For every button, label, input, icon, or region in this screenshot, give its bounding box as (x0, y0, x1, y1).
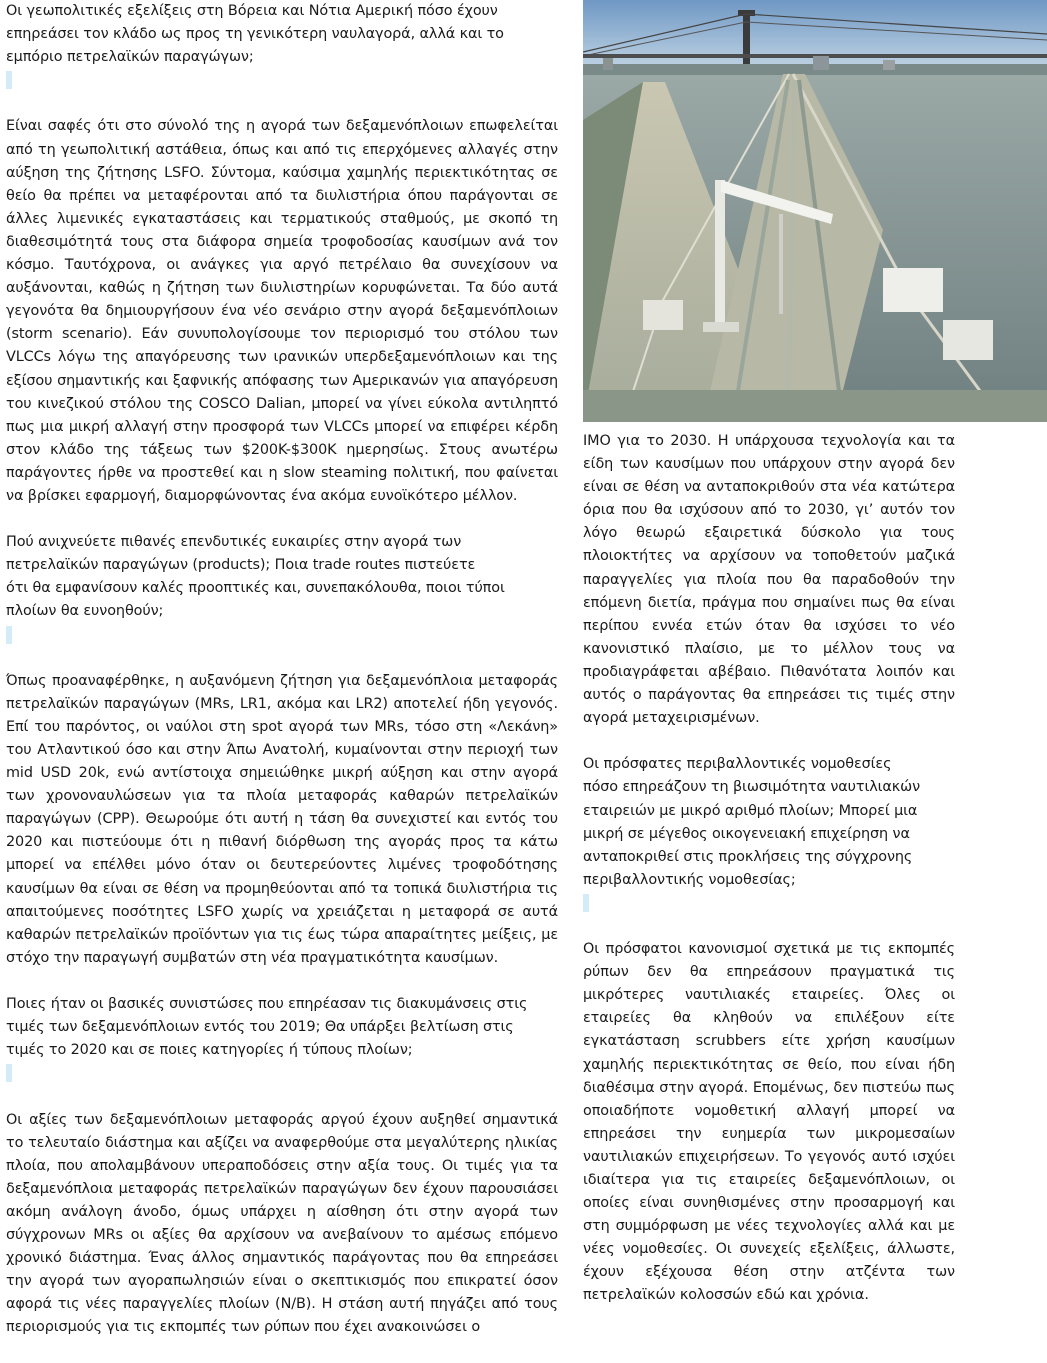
question-line: Ποιες ήταν οι βασικές συνιστώσες που επηρέασαν τις διακυμάνσεις στις (6, 996, 528, 1013)
question-line: πετρελαϊκών παραγώγων (products); Ποια trade routes πιστεύετε (6, 557, 476, 574)
question-1 (6, 0, 558, 92)
answer-2: Όπως προαναφέρθηκε, η αυξανόμενη ζήτηση για δεξαμενόπλοια μεταφοράς πετρελαϊκών παραγώγων (MRs, LR1, ακόμα και LR2) αποτελεί ήδη γεγονός. Επί του παρόντος, οι ναύλοι στη spot αγορά των MRs, τόσο στη «Λεκάνη» του Ατλαντικού όσο και στην Άπω Ανατολή, κυμαίνονται στην περιοχή των mid USD 20k, ενώ αντίστοιχα σημειώθηκε μικρή αύξηση και στην αγορά των χρονοναυλώσεων για τα πλοία μεταφοράς καθαρών πετρελαϊκών παραγώγων (CPP). Θεωρούμε ότι αυτή η τάση θα συνεχιστεί και εντός του 2020 και πιστεύουμε ότι η πιθανή διόρθωση της αγοράς προς τα κάτω μπορεί να επέλθει μόνο όταν οι δευτερεύοντες λιμένες τροφοδότησης καυσίμων θα είναι σε θέση να προμηθεύονται από τα τοπικά διυλιστήρια τις απαιτούμενες ποσότητες LSFO χωρίς να χρειάζεται η μεταφορά σε αυτά καθαρών πετρελαϊκών προϊόντων για τις έως τώρα απαραίτητες μείξεις, με στόχο την παραγωγή συμβατών στη νέα πραγματικότητα καυσίμων. (6, 672, 558, 966)
answer-1: Είναι σαφές ότι στο σύνολό της η αγορά των δεξαμενόπλοιων επωφελείται από τη γεωπολιτική αστάθεια, όπως και από τις επερχόμενες αλλαγές στην αύξηση της ζήτησης LSFO. Σύντομα, καύσιμα χαμηλής περιεκτικότητας σε θείο θα πρέπει να μεταφέρονται από τα διυλιστήρια όπου παράγονται σε άλλες λιμενικές εγκαταστάσεις και τερματικούς σταθμούς, με σκοπό τη διαθεσιμότητά τους στα διάφορα σημεία τροφοδοσίας καυσίμων ανά τον κόσμο. Ταυτόχρονα, οι ανάγκες για αργό πετρέλαιο θα συνεχίσουν να αυξάνονται, καθώς η ζήτηση των διυλιστηρίων κορυφώνεται. Τα δύο αυτά γεγονότα θα δημιουργήσουν ένα νέο σενάριο στην αγορά δεξαμενόπλοιων (storm scenario). Εάν συνυπολογίσουμε τον περιορισμό του στόλου των VLCCs λόγω της απαγόρευσης των ιρανικών υπερδεξαμενόπλοιων και της εξίσου σημαντικής και ξαφνικής απόφασης των Αμερικανών για απαγόρευση του κινεζικού στόλου της COSCO Dalian, μπορεί να γίνει εύκολα αντιληπτό πως μια μικρή αλλαγή στην προσφορά των VLCCs μπορεί να επιφέρει κέρδη στον κλάδο της τάξεως των $200K-$300K ημερησίως. Στους ανωτέρω παράγοντες ήρθε να προστεθεί και η slow steaming πολιτική, που φαίνεται να βρίσκει εφαρμογή, διαμορφώνοντας ένα ακόμα ευνοϊκότερο μέλλον. (6, 118, 558, 504)
question-3 (6, 993, 558, 1085)
question-2 (6, 531, 558, 646)
answer-5: Οι πρόσφατοι κανονισμοί σχετικά με τις εκπομπές ρύπων δεν θα επηρεάσουν πραγματικά τις μικρότερες ναυτιλιακές εταιρείες. Όλες οι εταιρείες θα κληθούν να επιλέξουν είτε εγκατάσταση scrubbers είτε χρήση καυσίμων χαμηλής περιεκτικότητας σε θείο, που είναι ήδη διαθέσιμα στην αγορά. Επομένως, δεν πιστεύω πως οποιαδήποτε νομοθετική αλλαγή μπορεί να επηρεάσει την ευημερία των μικρομεσαίων ναυτιλιακών επιχειρήσεων. Το γεγονός αυτό ισχύει ιδιαίτερα για τις εταιρείες δεξαμενόπλοιων, οι οποίες είναι συνηθισμένες στην προσαρμογή και στη συμμόρφωση με νέες τεχνολογίες αλλά και με νέες νομοθεσίες. Οι συνεχείς εξελίξεις, άλλωστε, έχουν εξέχουσα θέση στην ατζέντα των πετρελαϊκών κολοσσών εδώ και χρόνια. (583, 941, 955, 1304)
left-column (6, 0, 558, 1363)
question-line: Πού ανιχνεύετε πιθανές επενδυτικές ευκαιρίες στην αγορά των (6, 534, 462, 551)
question-line: εμπόριο πετρελαϊκών παραγώγων; (6, 49, 254, 66)
question-line: Οι πρόσφατες περιβαλλοντικές νομοθεσίες (583, 756, 892, 773)
tanker-deck-photo (583, 0, 1047, 422)
question-line: πόσο επηρεάζουν τη βιωσιμότητα ναυτιλιακών (583, 779, 921, 796)
question-4 (583, 753, 955, 915)
question-line: εταιρειών με μικρό αριθμό πλοίων; Μπορεί μια (583, 802, 918, 819)
question-line: μικρή σε μέγεθος οικογενειακή επιχείρηση να (583, 825, 910, 842)
question-line: τιμές το 2020 και σε ποιες κατηγορίες ή τύπους πλοίων; (6, 1042, 413, 1059)
question-line: ότι θα εμφανίσουν καλές προοπτικές και, συνεπακόλουθα, ποιοι τύποι (6, 580, 505, 597)
question-line: πλοίων θα ευνοηθούν; (6, 603, 164, 620)
question-line: τιμές των δεξαμενόπλοιων εντός του 2019; Θα υπάρξει βελτίωση στις (6, 1019, 514, 1036)
question-line: ανταποκριθεί στις προκλήσεις της σύγχρονης (583, 848, 913, 865)
question-line: Οι γεωπολιτικές εξελίξεις στη Βόρεια και Νότια Αμερική πόσο έχουν (6, 3, 498, 19)
question-line: επηρεάσει τον κλάδο ως προς τη γενικότερη ναυλαγορά, αλλά και το (6, 26, 504, 43)
question-line: περιβαλλοντικής νομοθεσίας; (583, 871, 796, 888)
right-column (583, 430, 955, 1331)
answer-3: Οι αξίες των δεξαμενόπλοιων μεταφοράς αργού έχουν αυξηθεί σημαντικά το τελευταίο διάστημα και αξίζει να αναφερθούμε στα μεγαλύτερης ηλικίας πλοία, που απολαμβάνουν υπεραποδόσεις στην αξία τους. Οι τιμές για τα δεξαμενόπλοια μεταφοράς πετρελαϊκών παραγώγων δεν έχουν παρουσιάσει ακόμη ανάλογη άνοδο, όμως υπάρχει η αίσθηση ότι στην αγορά των σύγχρονων MRs οι αξίες θα αρχίσουν να ανεβαίνουν το αμέσως επόμενο χρονικό διάστημα. Ένας άλλος σημαντικός παράγοντας που θα επηρεάσει την αγορά των αγοραπωλησιών είναι ο σκεπτικισμός που επικρατεί όσον αφορά τις νέες παραγγελίες πλοίων (N/B). Η στάση αυτή πηγάζει από τους περιορισμούς για τις εκπομπές των ρύπων που έχει ανακοινώσει ο (6, 1111, 558, 1336)
answer-4: IMO για το 2030. Η υπάρχουσα τεχνολογία και τα είδη των καυσίμων που υπάρχουν στην αγορά δεν είναι σε θέση να ανταποκριθούν στα νέα κατώτερα όρια που θα ισχύσουν από το 2030, γι’ αυτόν τον λόγο θεωρώ εξαιρετικά δύσκολο για τους πλοιοκτήτες να αρχίσουν να τοποθετούν μαζικά παραγγελίες για πλοία που θα παραδοθούν την επόμενη διετία, πράγμα που σημαίνει πως θα είναι περίπου εννέα ετών όταν θα ισχύσει το νέο κανονιστικό πλαίσιο, με το μέλλον τους να προδιαγράφεται αβέβαιο. Πιθανότατα λοιπόν και αυτός ο παράγοντας θα επηρεάσει τις τιμές στην αγορά μεταχειρισμένων. (583, 433, 955, 727)
